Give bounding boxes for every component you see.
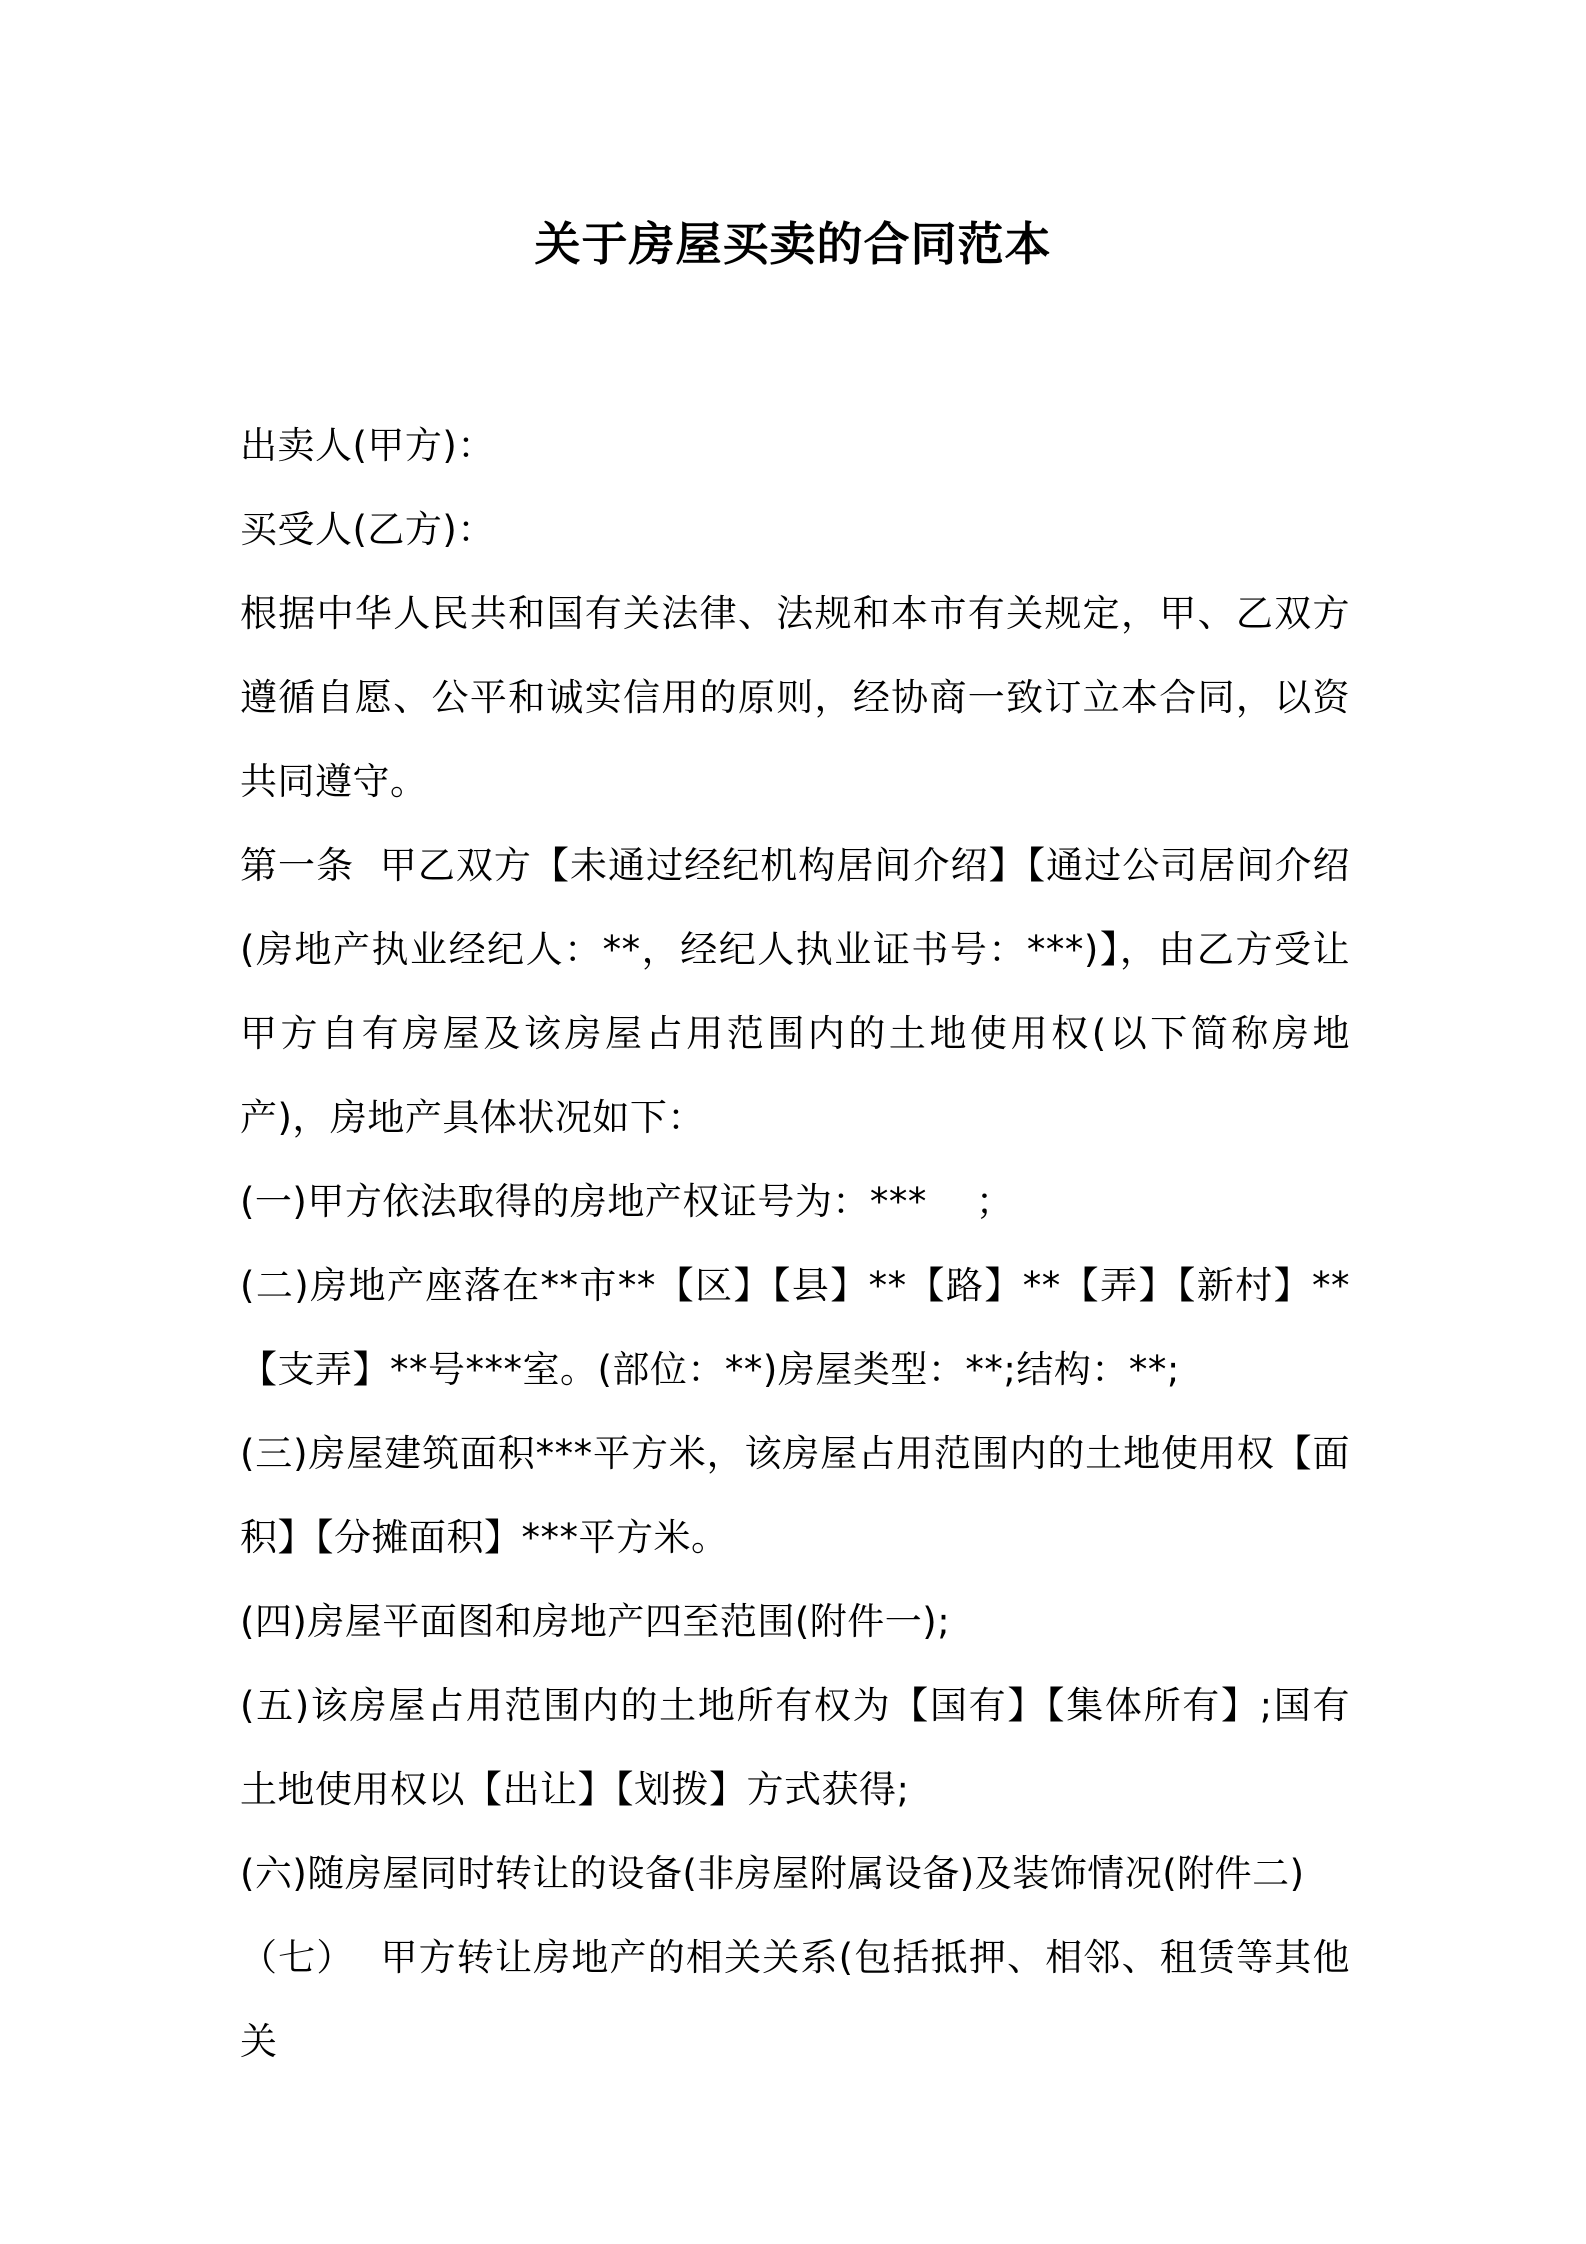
document-title: 关于房屋买卖的合同范本 (534, 217, 1052, 271)
paragraph-preamble: 根据中华人民共和国有关法律、法规和本市有关规定，甲、乙双方遵循自愿、公平和诚实信用的原则，经协商一致订立本合同，以资共同遵守。 (240, 592, 1350, 803)
document-body (240, 404, 1350, 2084)
paragraph-item-2: (二)房地产座落在**市**【区】【县】**【路】**【弄】【新村】**【支弄】**号***室。(部位：**)房屋类型：**;结构：**; (240, 1264, 1350, 1391)
paragraph-seller: 出卖人(甲方)： (240, 424, 495, 467)
paragraph-item-4: (四)房屋平面图和房地产四至范围(附件一); (240, 1600, 951, 1643)
paragraph-item-5: (五)该房屋占用范围内的土地所有权为【国有】【集体所有】;国有土地使用权以【出让】【划拨】方式获得; (240, 1684, 1350, 1811)
paragraph-item-7: （七） 甲方转让房地产的相关关系(包括抵押、相邻、租赁等其他关 (240, 1936, 1350, 2063)
paragraph-article-one: 第一条 甲乙双方【未通过经纪机构居间介绍】【通过公司居间介绍(房地产执业经纪人：**，经纪人执业证书号：***)】，由乙方受让甲方自有房屋及该房屋占用范围内的土地使用权(以下简称房地产)，房地产具体状况如下： (240, 844, 1350, 1139)
paragraph-item-1: (一)甲方依法取得的房地产权证号为：*** ； (240, 1180, 1014, 1223)
paragraph-item-3: (三)房屋建筑面积***平方米，该房屋占用范围内的土地使用权【面积】【分摊面积】***平方米。 (240, 1432, 1350, 1559)
paragraph-buyer: 买受人(乙方)： (240, 508, 495, 551)
paragraph-item-6: (六)随房屋同时转让的设备(非房屋附属设备)及装饰情况(附件二) (240, 1852, 1305, 1895)
